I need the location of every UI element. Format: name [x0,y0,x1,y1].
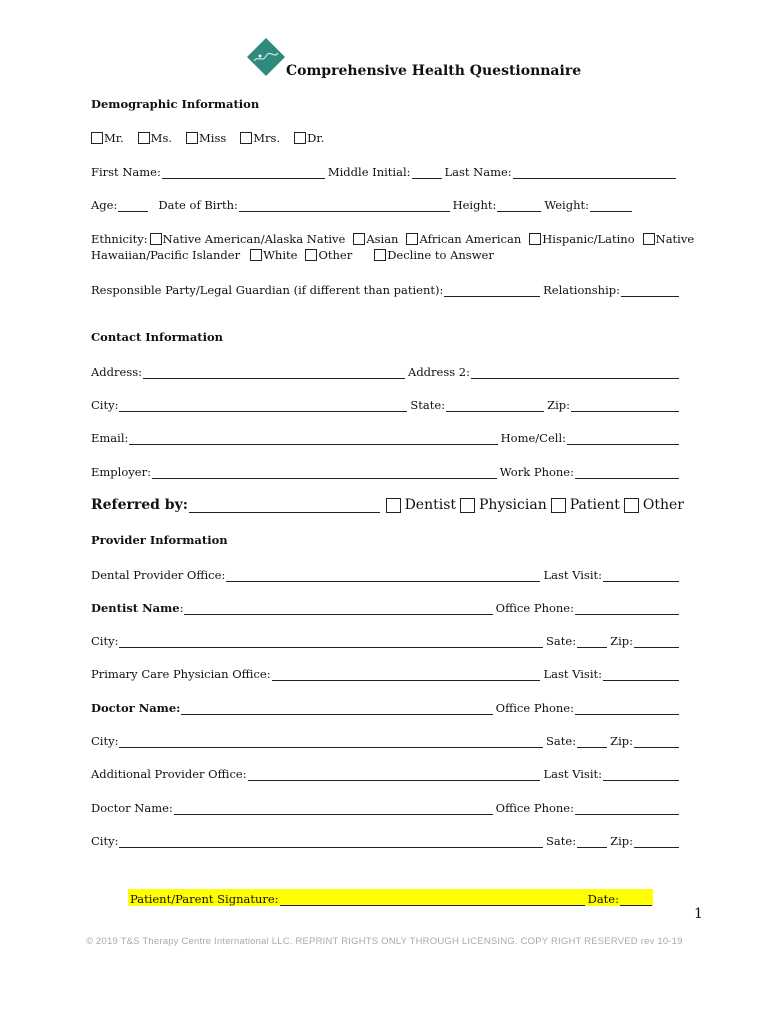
zip-field[interactable] [634,635,679,648]
ethnicity-african-american[interactable]: African American [406,232,521,246]
referred-patient[interactable]: Patient [551,497,620,513]
referred-dentist[interactable]: Dentist [386,497,456,513]
first-name-field[interactable] [162,166,325,179]
ethnicity-row [91,230,695,246]
office-phone-label: Office Phone: [495,601,574,615]
home-cell-field[interactable] [567,432,679,445]
state-label: State: [410,398,446,412]
ethnicity-continued-label: Hawaiian/Pacific Islander [91,248,241,262]
last-visit-label: Last Visit: [543,568,602,582]
weight-label: Weight: [544,198,589,212]
salutation-mr[interactable]: Mr. [91,131,124,145]
signature-label: Patient/Parent Signature: [130,892,279,906]
signature-field[interactable] [280,893,585,906]
checkbox[interactable] [374,249,386,261]
zip-label: Zip: [547,398,570,412]
doctor-name-label: Doctor Name: [91,701,181,715]
last-visit-field[interactable] [603,569,679,582]
section-heading-contact: Contact Information [91,330,224,344]
checkbox[interactable] [305,249,317,261]
dob-field[interactable] [239,199,450,212]
sate-label: Sate: [546,834,577,848]
date-label: Date: [587,892,619,906]
home-cell-label: Home/Cell: [500,431,566,445]
dental-office-label: Dental Provider Office: [91,568,226,582]
dental-office-row [91,566,679,582]
height-label: Height: [452,198,497,212]
form-title: Comprehensive Health Questionnaire [286,63,582,79]
office-phone-field[interactable] [575,602,679,615]
ethnicity-native-american[interactable]: Native American/Alaska Native [150,232,346,246]
city-label: City: [91,398,119,412]
address2-label: Address 2: [408,365,470,379]
checkbox[interactable] [150,233,162,245]
sate-label: Sate: [546,734,577,748]
pcp-office-field[interactable] [272,668,541,681]
last-visit-field[interactable] [603,768,679,781]
relationship-field[interactable] [621,284,679,297]
employer-row [91,463,679,479]
checkbox[interactable] [386,498,401,513]
dentist-name-label: Dentist Name [91,601,180,615]
salutation-dr[interactable]: Dr. [294,131,324,145]
doctor-name-row [91,699,679,715]
referred-by-label: Referred by: [91,497,188,513]
age-row [91,196,635,212]
checkbox[interactable] [460,498,475,513]
additional-city-row [91,832,679,848]
employer-label: Employer: [91,465,151,479]
name-row [91,163,679,179]
city-label: City: [91,734,119,748]
employer-field[interactable] [152,466,497,479]
additional-office-label: Additional Provider Office: [91,767,247,781]
age-field[interactable] [118,199,148,212]
checkbox[interactable] [138,132,150,144]
work-phone-label: Work Phone: [499,465,574,479]
responsible-party-label: Responsible Party/Legal Guardian (if different than patient): [91,283,444,297]
checkbox[interactable] [529,233,541,245]
last-visit-label: Last Visit: [543,767,602,781]
ethnicity-asian[interactable]: Asian [353,232,398,246]
age-label: Age: [91,198,118,212]
checkbox[interactable] [551,498,566,513]
checkbox[interactable] [643,233,655,245]
checkbox[interactable] [250,249,262,261]
address-field[interactable] [143,366,405,379]
doctor-name-label: Doctor Name: [91,801,173,815]
referred-physician[interactable]: Physician [460,497,547,513]
dentist-name-row: Dentist Name : Office Phone: [91,599,679,615]
salutation-ms[interactable]: Ms. [138,131,172,145]
address2-field[interactable] [471,366,679,379]
responsible-party-field[interactable] [444,284,540,297]
work-phone-field[interactable] [575,466,679,479]
city-field[interactable] [119,735,543,748]
dental-city-row [91,632,679,648]
state-field[interactable] [446,399,544,412]
ethnicity-hispanic[interactable]: Hispanic/Latino [529,232,634,246]
checkbox[interactable] [624,498,639,513]
ethnicity-native-hawaiian[interactable]: Native [643,232,695,246]
ethnicity-white[interactable]: White [250,248,297,262]
checkbox[interactable] [406,233,418,245]
checkbox[interactable] [240,132,252,144]
dob-label: Date of Birth: [158,198,238,212]
office-phone-label: Office Phone: [495,701,574,715]
city-field[interactable] [119,835,543,848]
address-row [91,363,679,379]
signature-row [128,889,653,906]
checkbox[interactable] [186,132,198,144]
ethnicity-row-2 [91,246,679,262]
zip-label: Zip: [610,734,633,748]
doctor-name-field[interactable] [174,802,493,815]
ethnicity-decline[interactable]: Decline to Answer [374,248,494,262]
dental-office-field[interactable] [226,569,540,582]
address-label: Address: [91,365,143,379]
sate-field[interactable] [577,635,607,648]
office-phone-label: Office Phone: [495,801,574,815]
sate-field[interactable] [577,835,607,848]
checkbox[interactable] [91,132,103,144]
ethnicity-other[interactable]: Other [305,248,352,262]
pcp-office-row [91,665,679,681]
company-logo-icon [246,37,286,77]
page-number: 1 [694,906,703,922]
city-label: City: [91,634,119,648]
middle-initial-field[interactable] [412,166,442,179]
zip-field[interactable] [634,835,679,848]
checkbox[interactable] [353,233,365,245]
salutation-miss[interactable]: Miss [186,131,226,145]
city-label: City: [91,834,119,848]
pcp-office-label: Primary Care Physician Office: [91,667,271,681]
zip-field[interactable] [634,735,679,748]
section-heading-demographic: Demographic Information [91,97,260,111]
ethnicity-label: Ethnicity: [91,232,148,246]
referred-by-field[interactable] [189,498,380,513]
date-field[interactable] [620,893,652,906]
city-state-zip-row [91,396,679,412]
middle-initial-label: Middle Initial: [327,165,411,179]
last-visit-label: Last Visit: [543,667,602,681]
dentist-name-field[interactable] [184,602,492,615]
office-phone-field[interactable] [575,802,679,815]
last-name-label: Last Name: [444,165,512,179]
pcp-city-row [91,732,679,748]
sate-field[interactable] [577,735,607,748]
salutation-mrs[interactable]: Mrs. [240,131,280,145]
city-field[interactable] [119,399,407,412]
email-row [91,429,679,445]
height-field[interactable] [497,199,541,212]
office-phone-field[interactable] [575,702,679,715]
copyright-footer: © 2019 T&S Therapy Centre International LLC. REPRINT RIGHTS ONLY THROUGH LICENSING. COPY RIGHT RESERVED rev 10-19 [86,936,683,947]
email-label: Email: [91,431,129,445]
last-name-field[interactable] [513,166,676,179]
zip-label: Zip: [610,834,633,848]
doctor-name-field[interactable] [181,702,492,715]
additional-office-field[interactable] [248,768,541,781]
relationship-label: Relationship: [543,283,620,297]
city-field[interactable] [119,635,543,648]
checkbox[interactable] [294,132,306,144]
referred-other[interactable]: Other [624,497,684,513]
referred-by-row [91,497,684,513]
sate-label: Sate: [546,634,577,648]
responsible-party-row [91,281,679,297]
first-name-label: First Name: [91,165,161,179]
email-field[interactable] [129,432,497,445]
zip-label: Zip: [610,634,633,648]
salutation-row [91,129,679,145]
section-heading-provider: Provider Information [91,533,228,547]
zip-field[interactable] [571,399,679,412]
additional-doctor-row [91,799,679,815]
weight-field[interactable] [590,199,632,212]
additional-office-row [91,765,679,781]
last-visit-field[interactable] [603,668,679,681]
